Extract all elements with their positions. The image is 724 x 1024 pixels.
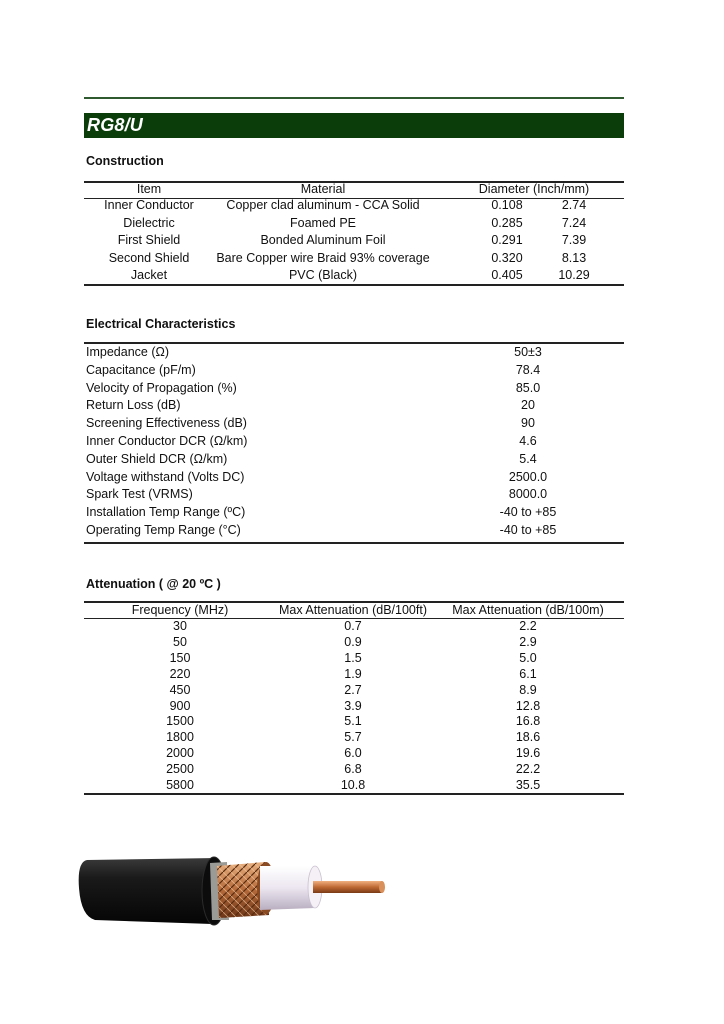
electrical-label: Velocity of Propagation (%)	[86, 380, 237, 395]
electrical-value: 78.4	[515, 362, 541, 377]
construction-diameter-inch: 0.320	[491, 250, 523, 265]
construction-header-item: Item	[136, 182, 162, 196]
attenuation-header-m: Max Attenuation (dB/100m)	[452, 603, 604, 617]
construction-item: Jacket	[130, 268, 168, 283]
attenuation-bottom-rule	[84, 793, 624, 795]
electrical-label: Spark Test (VRMS)	[86, 487, 193, 502]
construction-diameter-inch: 0.285	[491, 215, 523, 230]
electrical-label: Outer Shield DCR (Ω/km)	[86, 451, 228, 466]
attenuation-db-100m: 18.6	[515, 730, 541, 745]
construction-heading: Construction	[86, 154, 164, 168]
attenuation-frequency: 2000	[166, 746, 194, 761]
construction-item: Dielectric	[123, 215, 175, 230]
inner-conductor	[313, 881, 382, 893]
electrical-label: Capacitance (pF/m)	[86, 362, 196, 377]
attenuation-frequency: 2500	[166, 762, 194, 777]
construction-diameter-inch: 0.291	[491, 233, 523, 248]
attenuation-frequency: 900	[169, 698, 191, 713]
attenuation-db-100m: 2.9	[519, 634, 537, 649]
attenuation-db-100m: 5.0	[519, 650, 537, 665]
construction-item: Inner Conductor	[104, 198, 194, 212]
attenuation-db-100ft: 1.9	[344, 666, 362, 681]
construction-material: Bare Copper wire Braid 93% coverage	[216, 250, 430, 265]
attenuation-frequency: 450	[169, 682, 191, 697]
attenuation-db-100ft: 10.8	[340, 778, 366, 792]
attenuation-db-100ft: 5.7	[344, 730, 362, 745]
attenuation-db-100ft: 1.5	[344, 650, 362, 665]
attenuation-db-100ft: 0.9	[344, 634, 362, 649]
construction-bottom-rule	[84, 284, 624, 286]
construction-material: Copper clad aluminum - CCA Solid	[226, 198, 420, 212]
construction-diameter-mm: 8.13	[561, 250, 587, 265]
electrical-value: 20	[521, 398, 535, 413]
electrical-top-rule	[84, 342, 624, 344]
attenuation-db-100ft: 6.8	[344, 762, 362, 777]
electrical-value: 50±3	[514, 345, 542, 359]
construction-diameter-mm: 2.74	[561, 198, 587, 212]
attenuation-db-100ft: 6.0	[344, 746, 362, 761]
attenuation-db-100m: 16.8	[515, 714, 541, 729]
top-rule	[84, 97, 624, 99]
construction-diameter-mm: 10.29	[558, 268, 590, 283]
attenuation-frequency: 30	[173, 619, 187, 633]
attenuation-db-100m: 8.9	[519, 682, 537, 697]
attenuation-db-100ft: 2.7	[344, 682, 362, 697]
construction-material: Bonded Aluminum Foil	[260, 233, 386, 248]
construction-diameter-mm: 7.39	[561, 233, 587, 248]
electrical-value: 85.0	[515, 380, 541, 395]
attenuation-db-100m: 2.2	[519, 619, 537, 633]
electrical-heading: Electrical Characteristics	[86, 317, 236, 331]
attenuation-frequency: 5800	[166, 778, 194, 792]
electrical-value: 4.6	[519, 434, 537, 448]
attenuation-db-100ft: 3.9	[344, 698, 362, 713]
attenuation-db-100m: 35.5	[515, 778, 541, 792]
attenuation-db-100ft: 5.1	[344, 714, 362, 729]
attenuation-db-100ft: 0.7	[344, 619, 362, 633]
electrical-label: Return Loss (dB)	[86, 398, 181, 413]
attenuation-header-ft: Max Attenuation (dB/100ft)	[278, 603, 428, 617]
jacket	[79, 858, 217, 924]
page-title: RG8/U	[87, 115, 144, 135]
attenuation-heading: Attenuation ( @ 20 ºC )	[86, 577, 221, 591]
construction-material: PVC (Black)	[288, 268, 358, 283]
attenuation-frequency: 220	[169, 666, 191, 681]
electrical-label: Operating Temp Range (°C)	[86, 523, 241, 537]
construction-diameter-mm: 7.24	[561, 215, 587, 230]
construction-diameter-inch: 0.108	[491, 198, 523, 212]
dielectric	[260, 866, 315, 910]
attenuation-frequency: 1500	[166, 714, 194, 729]
construction-item: First Shield	[117, 233, 181, 248]
attenuation-header-frequency: Frequency (MHz)	[131, 603, 229, 617]
attenuation-db-100m: 19.6	[515, 746, 541, 761]
construction-diameter-inch: 0.405	[491, 268, 523, 283]
attenuation-db-100m: 6.1	[519, 666, 537, 681]
attenuation-frequency: 150	[169, 650, 191, 665]
electrical-label: Installation Temp Range (ºC)	[86, 505, 246, 520]
electrical-value: 5.4	[519, 451, 537, 466]
coaxial-cable-illustration	[47, 800, 412, 960]
electrical-bottom-rule	[84, 542, 624, 544]
construction-header-diameter: Diameter (Inch/mm)	[478, 182, 590, 196]
construction-item: Second Shield	[108, 250, 190, 265]
title-bar	[84, 113, 624, 138]
attenuation-frequency: 1800	[166, 730, 194, 745]
electrical-label: Impedance (Ω)	[86, 345, 169, 359]
electrical-label: Voltage withstand (Volts DC)	[86, 469, 245, 484]
electrical-value: -40 to +85	[499, 523, 557, 537]
attenuation-db-100m: 12.8	[515, 698, 541, 713]
attenuation-db-100m: 22.2	[515, 762, 541, 777]
construction-material: Foamed PE	[289, 215, 357, 230]
electrical-label: Screening Effectiveness (dB)	[86, 416, 247, 431]
electrical-value: -40 to +85	[499, 505, 557, 520]
electrical-label: Inner Conductor DCR (Ω/km)	[86, 434, 248, 448]
electrical-value: 8000.0	[508, 487, 548, 502]
cable-image	[47, 800, 412, 960]
electrical-value: 90	[521, 416, 535, 431]
construction-header-material: Material	[300, 182, 346, 196]
attenuation-frequency: 50	[173, 634, 187, 649]
electrical-value: 2500.0	[508, 469, 548, 484]
